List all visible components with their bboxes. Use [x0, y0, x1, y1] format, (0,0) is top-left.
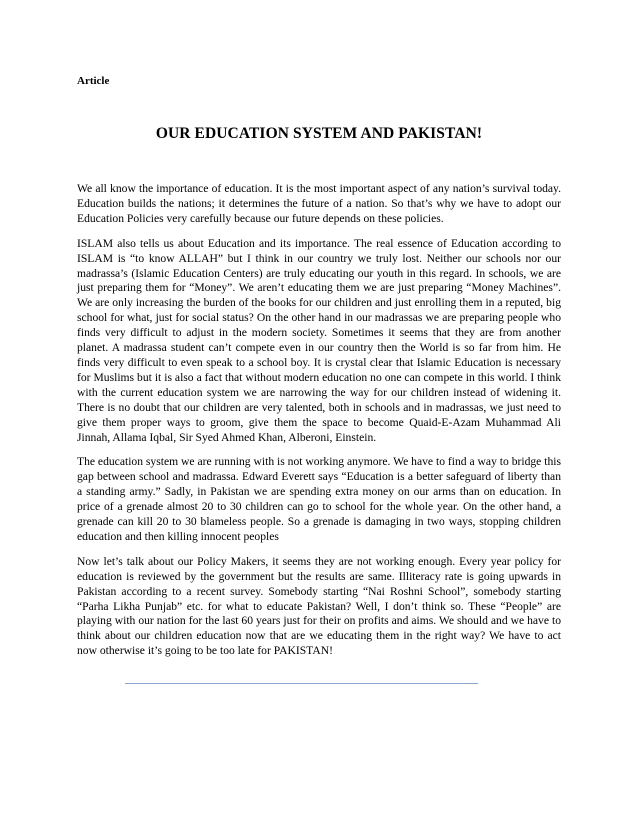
paragraph-policy-makers: Now let’s talk about our Policy Makers, it seems they are not working enough. Every year policy for education is reviewed by the government but the results are same. Illiteracy rate is going upwards in Pakistan according to a recent survey. Somebody starting “Nai Roshni School”, somebody starting “Parha Likha Punjab” etc. for what to educate Pakistan? Well, I don’t think so. These “People” are playing with our nation for the last 60 years just for their on profits and aims. We should and we have to think about our children education now that are we educating them in the right way? We have to act now otherwise it’s going to be too late for PAKISTAN!	[77, 554, 561, 658]
paragraph-intro: We all know the importance of education. It is the most important aspect of any nation’s survival today. Education builds the nations; it determines the future of a nation. So that’s why we have to adopt our Education Policies very carefully because our future depends on these policies.	[77, 182, 561, 225]
article-title: OUR EDUCATION SYSTEM AND PAKISTAN!	[155, 125, 483, 142]
article-label: Article	[77, 75, 110, 87]
paragraph-islam: ISLAM also tells us about Education and its importance. The real essence of Education according to ISLAM is “to know ALLAH” but I think in our country we truly lost. Neither our schools nor our madrassa’s (Islamic Education Centers) are truly educating our youth in this regard. In schools, we are just preparing them for “Money”. We aren’t educating them we are just preparing “Money Machines”. We are only increasing the burden of the books for our children and just enrolling them in a reputed, big school for what, just for social status? On the other hand in our madrassas we are preparing people who finds very difficult to adjust in the modern society. Sometimes it seems that they are from another planet. A madrassa student can’t compete even in our country then the World is so far from him. He finds very difficult to even speak to a school boy. It is crystal clear that Islamic Education is necessary for Muslims but it is also a fact that without modern education no one can compete in this world. I think with the current education system we are narrowing the way for our children instead of widening it. There is no doubt that our children are very talented, both in schools and in madrassas, we just need to give them proper ways to groom, give them the space to become Quaid-E-Azam Muhammad Ali Jinnah, Allama Iqbal, Sir Syed Ahmed Khan, Alberoni, Einstein.	[77, 236, 561, 444]
article-body	[77, 182, 561, 669]
paragraph-education-system: The education system we are running with is not working anymore. We have to find a way to bridge this gap between school and madrassa. Edward Everett says “Education is a better safeguard of liberty than a standing army.” Sadly, in Pakistan we are spending extra money on our arms than on education. In price of a grenade almost 20 to 30 children can go to school for the whole year. On the other hand, a grenade can kill 20 to 30 blameless people. So a grenade is damaging in two ways, stopping children education and then killing innocent peoples	[77, 455, 561, 543]
horizontal-divider	[125, 683, 478, 684]
